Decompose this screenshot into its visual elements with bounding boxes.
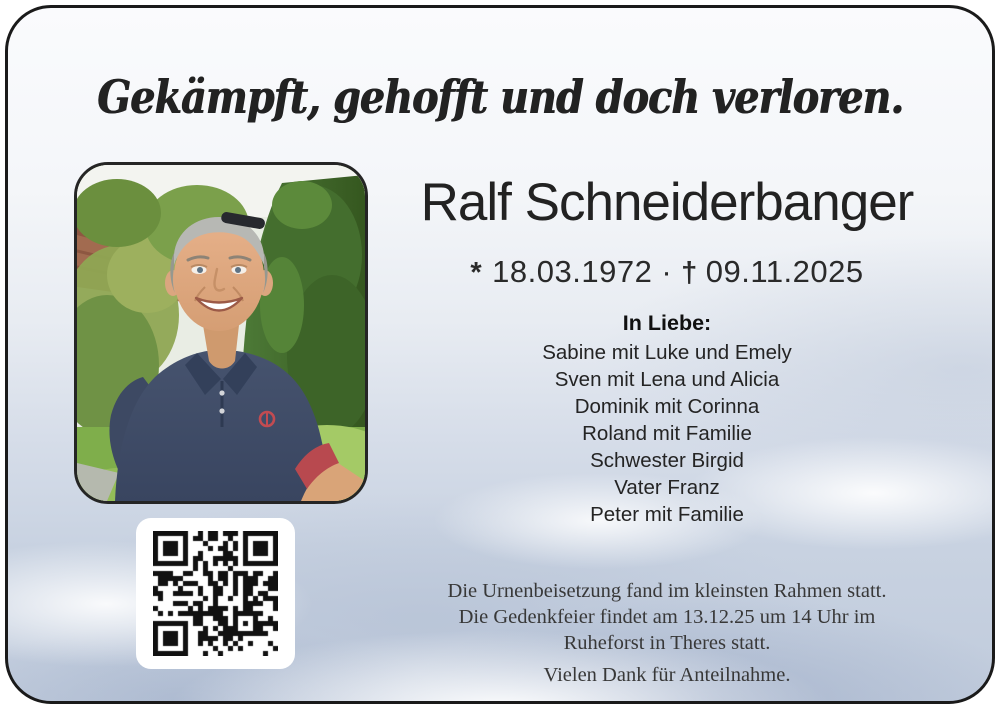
funeral-notice xyxy=(384,578,950,688)
notice-line: Die Urnenbeisetzung fand im kleinsten Rahmen statt. xyxy=(447,580,887,602)
life-dates xyxy=(384,254,950,290)
family-member: Dominik mit Corinna xyxy=(574,395,760,418)
family-member: Peter mit Familie xyxy=(590,503,744,526)
dates-separator: · xyxy=(661,254,673,289)
family-member: Sven mit Lena und Alicia xyxy=(554,368,780,391)
memorial-motto: Gekämpft, gehofft und doch verloren. xyxy=(96,70,904,124)
notice-line: Ruheforst in Theres statt. xyxy=(563,632,771,654)
family-member: Schwester Birgid xyxy=(590,449,744,472)
thanks-line: Vielen Dank für Anteilnahme. xyxy=(543,664,791,686)
portrait-photo-illustration xyxy=(77,165,365,501)
memorial-card xyxy=(5,5,995,704)
deceased-name: Ralf Schneiderbanger xyxy=(420,173,914,232)
death-cross-icon: † xyxy=(681,257,698,289)
in-liebe-heading: In Liebe: xyxy=(622,311,712,335)
portrait-photo xyxy=(74,162,368,504)
birth-star-icon: * xyxy=(470,257,483,289)
family-member: Roland mit Familie xyxy=(582,422,752,445)
qr-code xyxy=(136,518,295,669)
birth-date: 18.03.1972 xyxy=(492,254,653,289)
qr-code-pattern xyxy=(153,531,278,656)
death-date: 09.11.2025 xyxy=(705,254,864,289)
family-member: Sabine mit Luke und Emely xyxy=(542,341,792,364)
family-member: Vater Franz xyxy=(614,476,720,499)
notice-line: Die Gedenkfeier findet am 13.12.25 um 14 Uhr im xyxy=(458,606,876,628)
family-list xyxy=(384,339,950,528)
